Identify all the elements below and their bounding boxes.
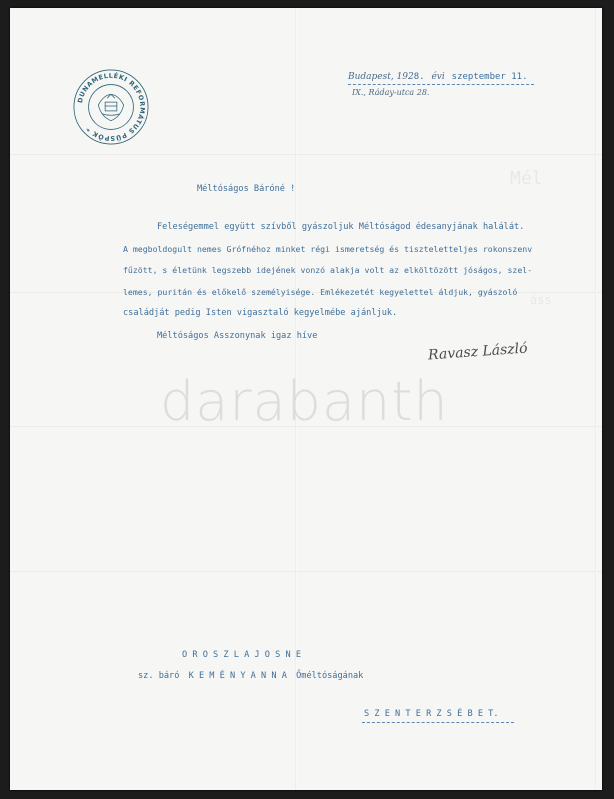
recipient-name: O R O S Z L A J O S N E [182,650,301,660]
date-line [348,72,528,82]
church-seal-emblem [72,68,150,146]
body-line-5: családját pedig Isten vigasztaló kegyelmébe ajánljuk. [123,308,398,318]
recipient-honorific: Őméltóságának [296,671,364,681]
salutation: Méltóságos Báróné ! [197,184,296,194]
closing-line: Méltóságos Asszonynak igaz híve [157,331,318,341]
recipient-title: sz. báró [138,671,180,681]
date-year: 8. [413,72,425,82]
fold-line [595,8,597,790]
city-underline [362,722,514,723]
recipient-subline [138,671,363,681]
recipient-city: S Z E N T E R Z S É B E T. [364,709,499,719]
address-line: IX., Ráday-utca 28. [352,88,430,97]
body-line-4: lemes, puritán és előkelő személyisége. Emlékezetét kegyelettel áldjuk, gyászoló [123,287,518,297]
body-line-2: A megboldogult nemes Grófnéhoz minket régi ismeretség és tiszteletteljes rokonszenv [123,244,533,254]
recipient-maiden-name: K E M É N Y A N N A [188,671,287,681]
show-through: áss [530,293,552,307]
seal-center-icon [98,94,123,120]
fold-line [10,154,602,156]
body-line-3: fűzött, s életünk legszebb idejének vonzó alakja volt az elköltözött jóságos, szel- [123,265,533,275]
body-line-1: Feleségemmel együtt szívből gyászoljuk Méltóságod édesanyjának halálát. [157,222,525,232]
fold-line [10,571,602,573]
seal-text: DUNAMELLÉKI REFORMÁTUS PÜSPÖK * [75,71,147,143]
watermark: darabanth [160,370,449,433]
letter-sheet [10,8,602,790]
date-city: Budapest, 192 [348,72,414,82]
date-underline [348,84,534,85]
show-through: Mél [510,168,543,189]
date-month-day: szeptember 11. [451,72,528,82]
date-evi: évi [431,72,445,82]
handwritten-signature: Ravasz László [427,340,529,364]
